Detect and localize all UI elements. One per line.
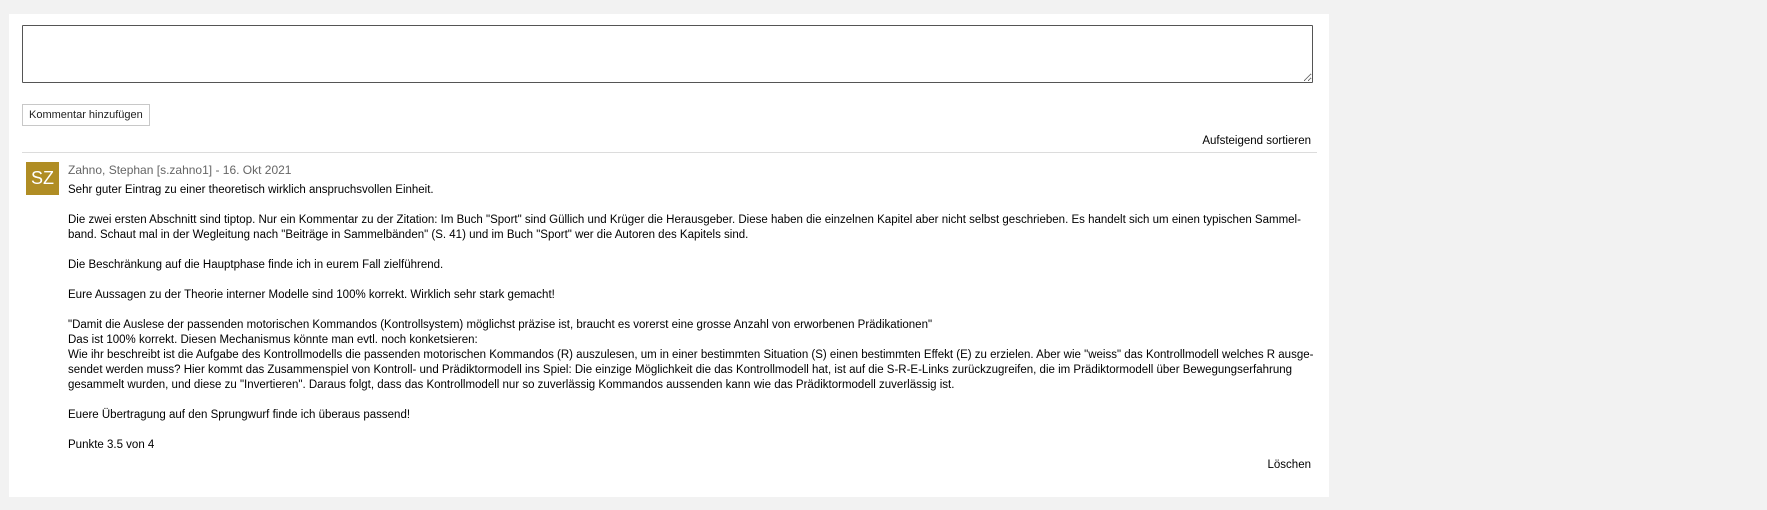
divider: [22, 152, 1317, 153]
sort-ascending-link[interactable]: Aufsteigend sortieren: [1202, 135, 1311, 147]
comment-points: Punkte 3.5 von 4: [68, 439, 155, 451]
comments-panel: [9, 14, 1329, 497]
comment-paragraph: Sehr guter Eintrag zu einer theoretisch wirklich anspruchsvollen Einheit.: [68, 184, 434, 196]
comment-paragraph: Die Beschränkung auf die Hauptphase finde ich in eurem Fall zielführend.: [68, 259, 444, 271]
comment-paragraph: "Damit die Auslese der passenden motorischen Kommandos (Kontrollsystem) möglichst präzise ist, braucht es vorerst eine grosse Anzahl von erworbenen Prädikationen" Das ist 100% korrekt. Diesen Mechanismus könnte man evtl. noch konketsieren: Wie ihr beschreibt ist die Aufgabe des Kontrollmodells die passenden motorischen Kommandos (R) auszulesen, um in einer bestimmten Situation (S) einen bestimmten Effekt (E) zu erzielen. Aber wie "weiss" das Kontrollmodell welches R ausge-sendet werden muss? Hier kommt das Zusammenspiel von Kontroll- und Prädiktormodell ins Spiel: Die einzige Möglichkeit die das Kontrollmodell hat, ist auf die S-R-E-Links zurückzugreifen, die im Prädiktormodell über Bewegungserfahrung gesammelt wurden, und diese zu "Invertieren". Daraus folgt, dass das Kontrollmodell nur so zuverlässig Kommandos aussenden kann wie das Prädiktormodell zuverlässig ist.: [68, 319, 1314, 391]
add-comment-button[interactable]: Kommentar hinzufügen: [22, 104, 150, 126]
avatar: SZ: [26, 162, 59, 195]
comment-body: [68, 183, 1318, 468]
comment-paragraph: Eure Aussagen zu der Theorie interner Modelle sind 100% korrekt. Wirklich sehr stark gemacht!: [68, 289, 555, 301]
comment-paragraph: Euere Übertragung auf den Sprungwurf finde ich überaus passend!: [68, 409, 411, 421]
comment-meta: Zahno, Stephan [s.zahno1] - 16. Okt 2021: [68, 163, 292, 177]
comment-input[interactable]: [22, 25, 1313, 83]
comment-paragraph: Die zwei ersten Abschnitt sind tiptop. Nur ein Kommentar zu der Zitation: Im Buch "Sport" sind Güllich und Krüger die Herausgeber. Diese haben die einzelnen Kapitel aber nicht selbst geschrieben. Es handelt sich um einen typischen Sammel-band. Schaut mal in der Wegleitung nach "Beiträge in Sammelbänden" (S. 41) und im Buch "Sport" wer die Autoren des Kapitels sind.: [68, 214, 1301, 241]
delete-comment-link[interactable]: Löschen: [1267, 459, 1311, 471]
